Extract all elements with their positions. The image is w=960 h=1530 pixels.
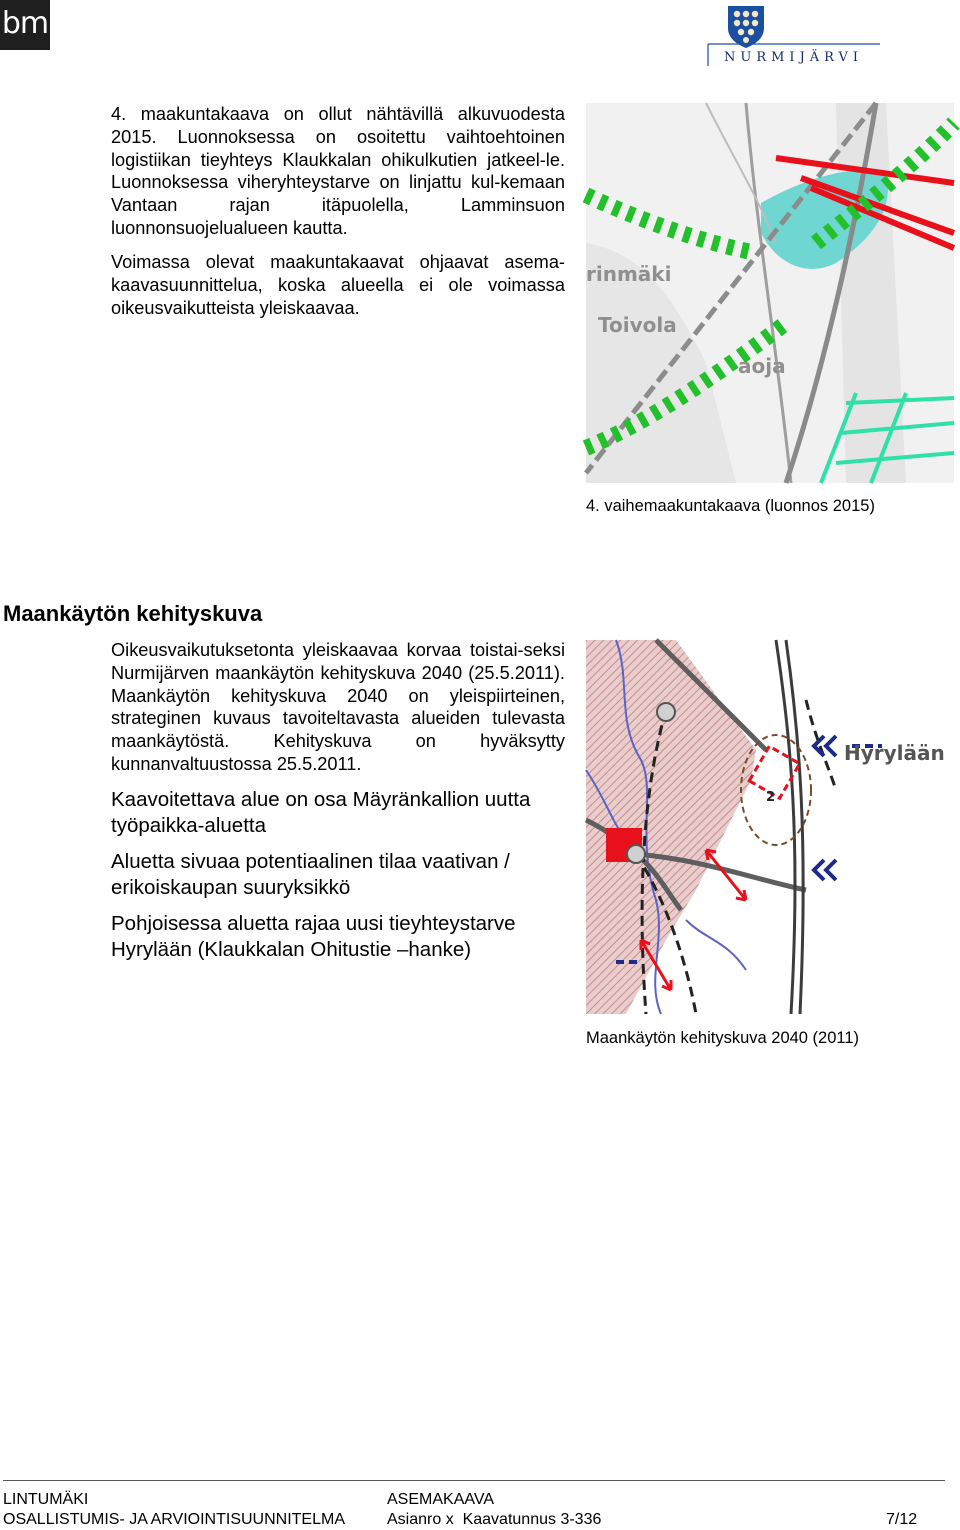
footer-divider [3,1480,945,1481]
map1-label-toivola: Toivola [598,313,677,337]
development-paragraph: Oikeusvaikutuksetonta yleiskaavaa korvaa toistai-seksi Nurmijärven maankäytön kehityskuva 2040 (25.5.2011). Maankäytön kehityskuva 2040 on yleispiirteinen, strateginen kuvaus tavoiteltavasta alueiden tulevasta maankäytöstä. Kehityskuva on hyväksytty kunnanvaltuustossa 25.5.2011. [111,640,565,774]
intro-paragraph-2: Voimassa olevat maakuntakaavat ohjaavat asema-kaavasuunnittelua, koska alueella ei ole voimassa oikeusvaikutteista yleiskaavaa. [111,252,565,318]
section-heading: Maankäytön kehityskuva [3,601,263,626]
footer-document-type: OSALLISTUMIS- JA ARVIOINTISUUNNITELMA [3,1511,345,1528]
map1-label-aoja: aoja [738,354,786,378]
point-3: Pohjoisessa aluetta rajaa uusi tieyhteystarve Hyrylään (Klaukkalan Ohitustie –hanke) [111,912,516,961]
regional-plan-map-caption: 4. vaihemaakuntakaava (luonnos 2015) [586,497,875,515]
bm-logo: bm [0,0,50,50]
point-2: Aluetta sivuaa potentiaalinen tilaa vaativan / erikoiskaupan suuryksikkö [111,850,510,899]
intro-paragraph-1: 4. maakuntakaava on ollut nähtävillä alkuvuodesta 2015. Luonnoksessa on osoitettu vaihtoehtoinen logistiikan tieyhteys Klaukkalan ohikulkutien jatkeel-le. Luonnoksessa viheryhteystarve on linjattu kul-kemaan Vantaan rajan itäpuolella, Lamminsuon luonnonsuojelualueen kautta. [111,104,565,238]
footer-plan-type: ASEMAKAAVA [387,1491,494,1508]
map2-label-area-2: 2 [766,790,776,805]
development-plan-map-caption: Maankäytön kehityskuva 2040 (2011) [586,1029,860,1047]
point-1: Kaavoitettava alue on osa Mäyränkallion uutta työpaikka-aluetta [111,788,531,837]
footer-project-name: LINTUMÄKI [3,1491,89,1508]
map1-label-rinmaki: rinmäki [586,262,672,286]
municipality-logo [708,4,880,66]
footer-case-number: Asianro x Kaavatunnus 3-336 [387,1511,602,1528]
map2-label-hyrylaan: Hyrylään [844,741,945,765]
regional-plan-map [586,103,954,483]
municipality-name: NURMIJÄRVI [724,50,864,65]
development-plan-map [586,640,945,1014]
footer-page-number: 7/12 [886,1511,918,1528]
